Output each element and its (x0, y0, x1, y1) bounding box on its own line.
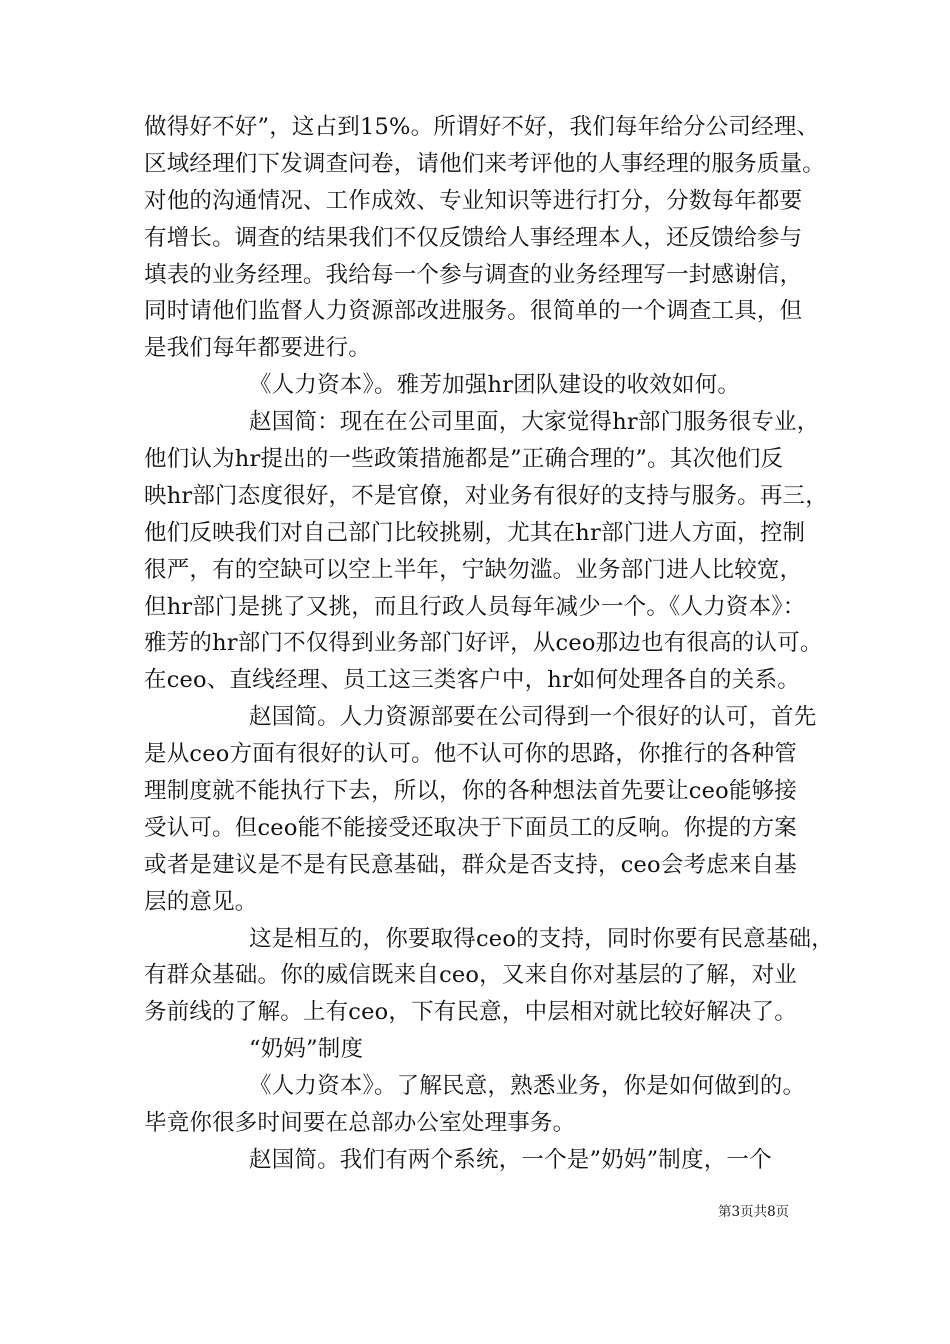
text-line: 理制度就不能执行下去，所以，你的各种想法首先要让ceo能够接 (144, 778, 797, 805)
text-line: 有增长。调查的结果我们不仅反馈给人事经理本人，还反馈给参与 (144, 224, 803, 251)
text-line: 同时请他们监督人力资源部改进服务。很简单的一个调查工具，但 (144, 298, 803, 325)
text-line: 《人力资本》。了解民意，熟悉业务，你是如何做到的。 (249, 1073, 806, 1100)
text-line: 对他的沟通情况、工作成效、专业知识等进行打分，分数每年都要 (144, 187, 803, 214)
text-line: 赵国简。我们有两个系统，一个是”奶妈”制度，一个 (249, 1146, 772, 1173)
text-line: 在ceo、直线经理、员工这三类客户中，hr如何处理各自的关系。 (144, 667, 800, 694)
text-line: 映hr部门态度很好，不是官僚，对业务有很好的支持与服务。再三， (144, 482, 828, 509)
text-line: 区域经理们下发调查问卷，请他们来考评他的人事经理的服务质量。 (144, 150, 826, 177)
text-line: 《人力资本》。雅芳加强hr团队建设的收效如何。 (249, 372, 741, 399)
text-line: 有群众基础。你的威信既来自ceo，又来自你对基层的了解，对业 (144, 962, 797, 989)
text-line: 赵国简。人力资源部要在公司得到一个很好的认可，首先 (249, 704, 817, 731)
text-line: 很严，有的空缺可以空上半年，宁缺勿滥。业务部门进人比较宽， (144, 556, 803, 583)
text-line: 务前线的了解。上有ceo，下有民意，中层相对就比较好解决了。 (144, 999, 797, 1026)
text-line: 或者是建议是不是有民意基础，群众是否支持，ceo会考虑来自基 (144, 851, 797, 878)
text-line: 是我们每年都要进行。 (144, 335, 372, 362)
text-line: 层的意见。 (144, 888, 258, 915)
text-line: 雅芳的hr部门不仅得到业务部门好评，从ceo那边也有很高的认可。 (144, 630, 823, 657)
text-line: 这是相互的，你要取得ceo的支持，同时你要有民意基础， (249, 925, 834, 952)
text-line: 毕竟你很多时间要在总部办公室处理事务。 (144, 1110, 576, 1137)
text-line: 填表的业务经理。我给每一个参与调查的业务经理写一封感谢信， (144, 261, 803, 288)
body-text (144, 109, 834, 1179)
text-line: 赵国简：现在在公司里面，大家觉得hr部门服务很专业， (249, 409, 820, 436)
text-line: 他们反映我们对自己部门比较挑剔，尤其在hr部门进人方面，控制 (144, 519, 806, 546)
text-line: 他们认为hr提出的一些政策措施都是”正确合理的”。其次他们反 (144, 446, 784, 473)
section-heading: “奶妈”制度 (249, 1036, 364, 1063)
page-number: 第3页共8页 (718, 1204, 790, 1220)
text-line: 做得好不好”，这占到15%。所谓好不好，我们每年给分公司经理、 (144, 114, 820, 140)
text-line: 但hr部门是挑了又挑，而且行政人员每年减少一个。《人力资本》： (144, 593, 806, 620)
text-line: 受认可。但ceo能不能接受还取决于下面员工的反响。你提的方案 (144, 814, 797, 841)
text-line: 是从ceo方面有很好的认可。他不认可你的思路，你推行的各种管 (144, 741, 797, 768)
